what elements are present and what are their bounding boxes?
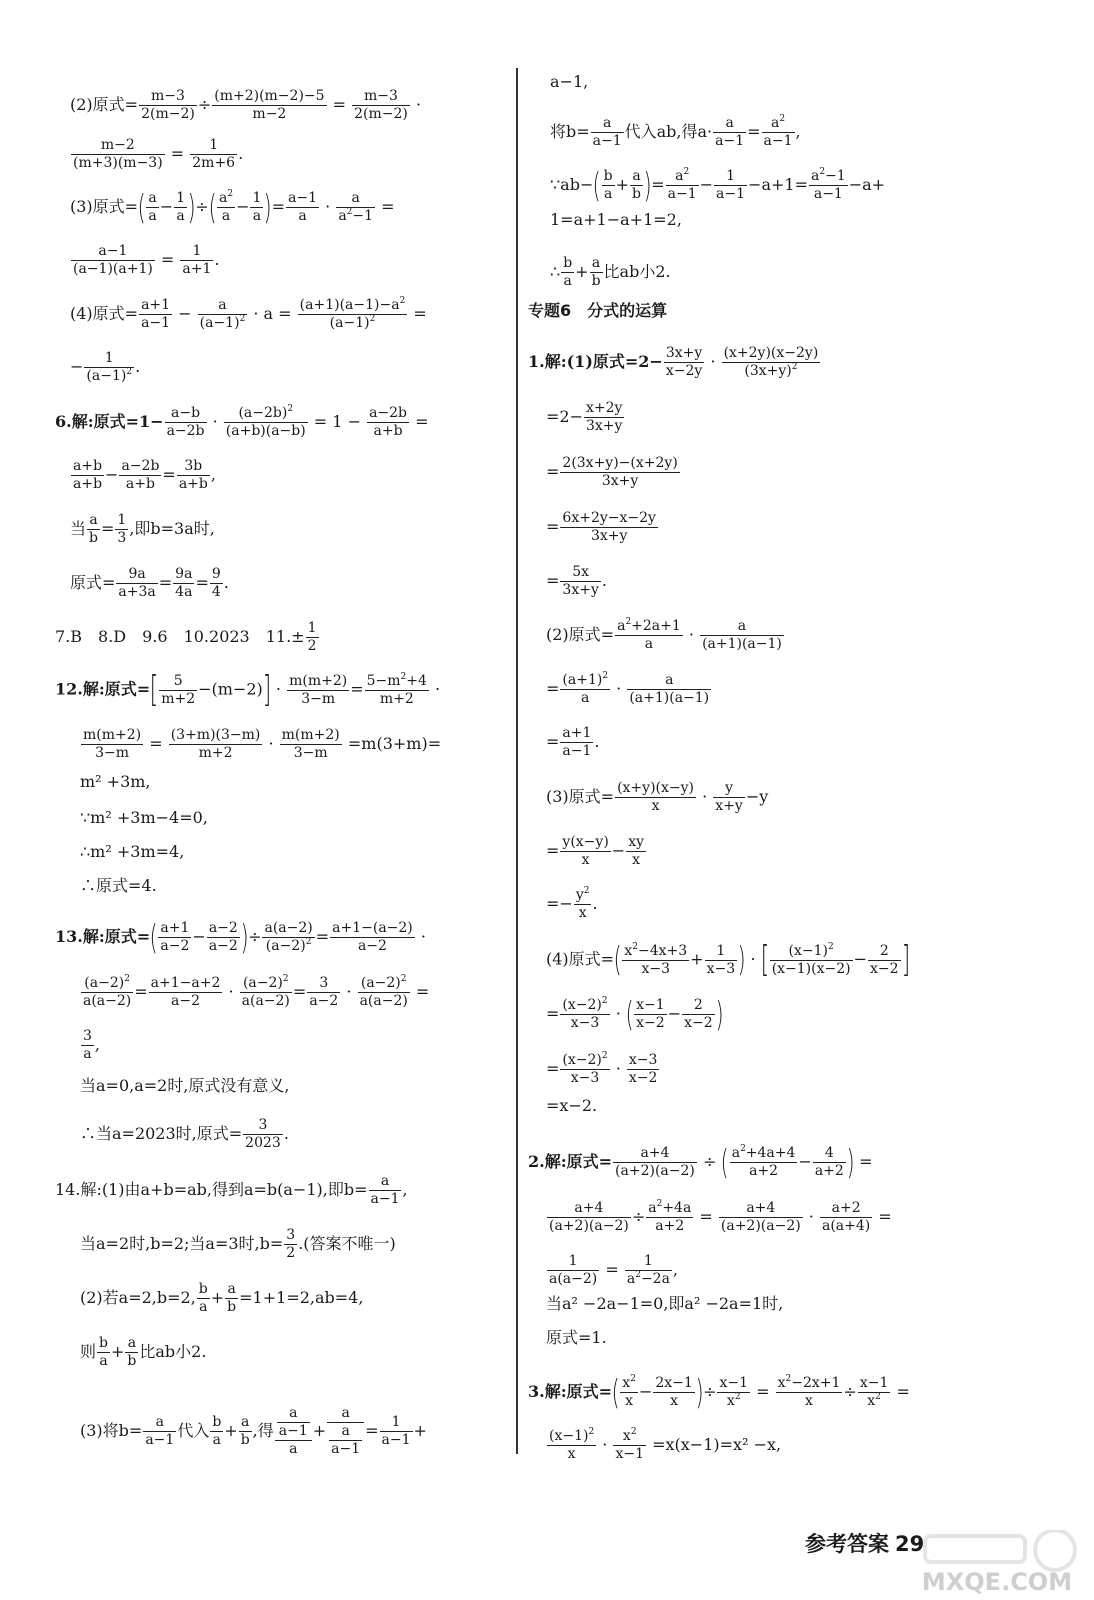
answer-14-line5: (3)将b= $\frac{a}{a-1}$ 代入 $\frac{b}{a}$ + $\frac{a}{b}$ ,得 $\frac{\frac{a}{a-1}}{a}$ + $\frac{a}{\frac{a}{a-1}}$ = $\frac{1}{a-1}$ +: [80, 1405, 427, 1457]
q1-3-line1: (3)原式= $\frac{(x+y)(x-y)}{x}$ · $\frac{y}{x+y}$ −y: [546, 780, 769, 814]
watermark-logo: [905, 1530, 1090, 1596]
right-line5: ∴ $\frac{b}{a}$ + $\frac{a}{b}$ 比ab小2.: [550, 255, 671, 289]
q2-line4: 当a² −2a−1=0,即a² −2a=1时,: [546, 1294, 784, 1313]
answer-6-line1: 6.解:原式=1− $\frac{a-b}{a-2b}$ · $\frac{(a-2b)^2}{(a+b)(a-b)}$ = 1 − $\frac{a-2b}{a+b}$ =: [55, 404, 429, 439]
answer-12-line1: 12.解:原式=[ $\frac{5}{m+2}$ −(m−2)] · $\frac{m(m+2)}{3-m}$ = $\frac{5-m^2+4}{m+2}$ ·: [55, 669, 441, 710]
answer-12-line4: ∵m² +3m−4=0,: [80, 808, 208, 827]
q1-4-line2: = $\frac{(x-2)^2}{x-3}$ · ( $\frac{x-1}{x-2}$ − $\frac{2}{x-2}$ ): [546, 994, 724, 1035]
section-heading: 专题6 分式的运算: [528, 301, 668, 320]
answer-6-line3: 当 $\frac{a}{b}$ = $\frac{1}{3}$ ,即b=3a时,: [70, 512, 215, 546]
answer-14-line4: 则 $\frac{b}{a}$ + $\frac{a}{b}$ 比ab小2.: [80, 1335, 207, 1369]
q1-2-line3: = $\frac{a+1}{a-1}$ .: [546, 725, 600, 759]
answer-13-line4: 当a=0,a=2时,原式没有意义,: [80, 1076, 290, 1095]
q1-line2: =2− $\frac{x+2y}{3x+y}$: [546, 400, 623, 434]
answer-5-2-line1: (2)原式= $\frac{m-3}{2(m-2)}$ ÷ $\frac{(m+2)(m-2)-5}{m-2}$ = $\frac{m-3}{2(m-2)}$ ·: [70, 88, 422, 122]
q2-line1: 2.解:原式= $\frac{a+4}{(a+2)(a-2)}$ ÷ ( $\frac{a^2+4a+4}{a+2}$ − $\frac{4}{a+2}$ ) =: [528, 1142, 873, 1183]
answer-13-line1: 13.解:原式=( $\frac{a+1}{a-2}$ − $\frac{a-2}{a-2}$ )÷ $\frac{a(a-2)}{(a-2)^2}$ = $\frac{a+1-(a-2)}{a-2}$ ·: [55, 917, 426, 958]
q1-3-line2: = $\frac{y(x-y)}{x}$ − $\frac{xy}{x}$: [546, 834, 644, 868]
answer-14-line1: 14.解:(1)由a+b=ab,得到a=b(a−1),即b= $\frac{a}{a-1}$ ,: [55, 1173, 408, 1207]
q1-3-line3: =− $\frac{y^2}{x}$ .: [546, 886, 598, 921]
right-line4: 1=a+1−a+1=2,: [550, 210, 682, 229]
answer-12-line5: ∴m² +3m=4,: [80, 842, 185, 861]
answer-13-line2: $\frac{(a-2)^2}{a(a-2)}$ = $\frac{a+1-a+2}{a-2}$ · $\frac{(a-2)^2}{a(a-2)}$ = $\frac{3}{a-2}$ · $\frac{(a-2)^2}{a(a-2)}$ =: [83, 974, 430, 1009]
answer-6-line2: $\frac{a+b}{a+b}$ − $\frac{a-2b}{a+b}$ = $\frac{3b}{a+b}$ ,: [73, 458, 216, 492]
answer-5-3-line1: (3)原式=( $\frac{a}{a}$ − $\frac{1}{a}$ )÷( $\frac{a^2}{a}$ − $\frac{1}{a}$ )= $\frac{a-1}{a}$ · $\frac{a}{a^2-1}$ =: [70, 187, 395, 228]
column-divider: [516, 68, 518, 1454]
answers-7-11: 7.B 8.D 9.6 10.2023 11.± $\frac{1}{2}$: [55, 620, 317, 654]
answer-12-line3: m² +3m,: [80, 772, 151, 791]
right-line1: a−1,: [550, 72, 589, 91]
answer-14-line2: 当a=2时,b=2;当a=3时,b= $\frac{3}{2}$ .(答案不唯一): [80, 1227, 396, 1261]
answer-5-2-line2: $\frac{m-2}{(m+3)(m-3)}$ = $\frac{1}{2m+6}$ .: [73, 137, 244, 171]
right-line3: ∵ab−( $\frac{b}{a}$ + $\frac{a}{b}$ )= $\frac{a^2}{a-1}$ − $\frac{1}{a-1}$ −a+1= $\frac{a^2-1}{a-1}$ −a+: [550, 165, 886, 206]
q2-line5: 原式=1.: [546, 1328, 607, 1347]
q1-2-line1: (2)原式= $\frac{a^2+2a+1}{a}$ · $\frac{a}{(a+1)(a-1)}$: [546, 617, 782, 652]
answer-5-4-line2: − $\frac{1}{(a-1)^2}$ .: [70, 350, 141, 384]
right-line2: 将b= $\frac{a}{a-1}$ 代入ab,得a· $\frac{a}{a-1}$ = $\frac{a^2}{a-1}$ ,: [550, 114, 801, 149]
q1-line5: = $\frac{5x}{3x+y}$ .: [546, 564, 607, 598]
q1-4-line4: =x−2.: [546, 1096, 598, 1115]
page-number: 29: [895, 1532, 925, 1556]
answer-6-line4: 原式= $\frac{9a}{a+3a}$ = $\frac{9a}{4a}$ = $\frac{9}{4}$ .: [70, 566, 229, 600]
answer-13-line3: $\frac{3}{a}$ ,: [83, 1028, 101, 1062]
q1-line4: = $\frac{6x+2y-x-2y}{3x+y}$: [546, 510, 656, 544]
q2-line2: $\frac{a+4}{(a+2)(a-2)}$ ÷ $\frac{a^2+4a}{a+2}$ = $\frac{a+4}{(a+2)(a-2)}$ · $\frac{a+2}{a(a+4)}$ =: [549, 1199, 892, 1234]
answer-5-3-line2: $\frac{a-1}{(a-1)(a+1)}$ = $\frac{1}{a+1}$ .: [73, 243, 220, 277]
footer-label: 参考答案: [805, 1532, 889, 1556]
q2-line3: $\frac{1}{a(a-2)}$ = $\frac{1}{a^2-2a}$ ,: [549, 1253, 679, 1287]
q1-2-line2: = $\frac{(a+1)^2}{a}$ · $\frac{a}{(a+1)(a-1)}$: [546, 671, 710, 706]
q3-line2: $\frac{(x-1)^2}{x}$ · $\frac{x^2}{x-1}$ =x(x−1)=x² −x,: [549, 1427, 782, 1462]
watermark-text: MXQE.COM: [921, 1568, 1073, 1596]
answer-12-line6: ∴原式=4.: [80, 876, 157, 895]
q1-line1: 1.解:(1)原式=2− $\frac{3x+y}{x-2y}$ · $\frac{(x+2y)(x-2y)}{(3x+y)^2}$: [528, 345, 819, 379]
answer-14-line3: (2)若a=2,b=2, $\frac{b}{a}$ + $\frac{a}{b}$ =1+1=2,ab=4,: [80, 1281, 364, 1315]
q1-line3: = $\frac{2(3x+y)-(x+2y)}{3x+y}$: [546, 455, 678, 489]
q3-line1: 3.解:原式=( $\frac{x^2}{x}$ − $\frac{2x-1}{x}$ )÷ $\frac{x-1}{x^2}$ = $\frac{x^2-2x+1}{x}$ ÷ $\frac{x-1}{x^2}$ =: [528, 1372, 910, 1413]
answer-12-line2: $\frac{m(m+2)}{3-m}$ = $\frac{(3+m)(3-m)}{m+2}$ · $\frac{m(m+2)}{3-m}$ =m(3+m)=: [83, 727, 442, 761]
answer-13-line5: ∴当a=2023时,原式= $\frac{3}{2023}$ .: [80, 1117, 289, 1151]
q1-4-line3: = $\frac{(x-2)^2}{x-3}$ · $\frac{x-3}{x-2}$: [546, 1051, 658, 1086]
answer-5-4-line1: (4)原式= $\frac{a+1}{a-1}$ − $\frac{a}{(a-1)^2}$ · a = $\frac{(a+1)(a-1)-a^2}{(a-1)^2}$ =: [70, 296, 427, 331]
q1-4-line1: (4)原式=( $\frac{x^2-4x+3}{x-3}$ + $\frac{1}{x-3}$ ) · [ $\frac{(x-1)^2}{(x-1)(x-2)}$ − $\frac{2}{x-2}$ ]: [546, 939, 910, 980]
